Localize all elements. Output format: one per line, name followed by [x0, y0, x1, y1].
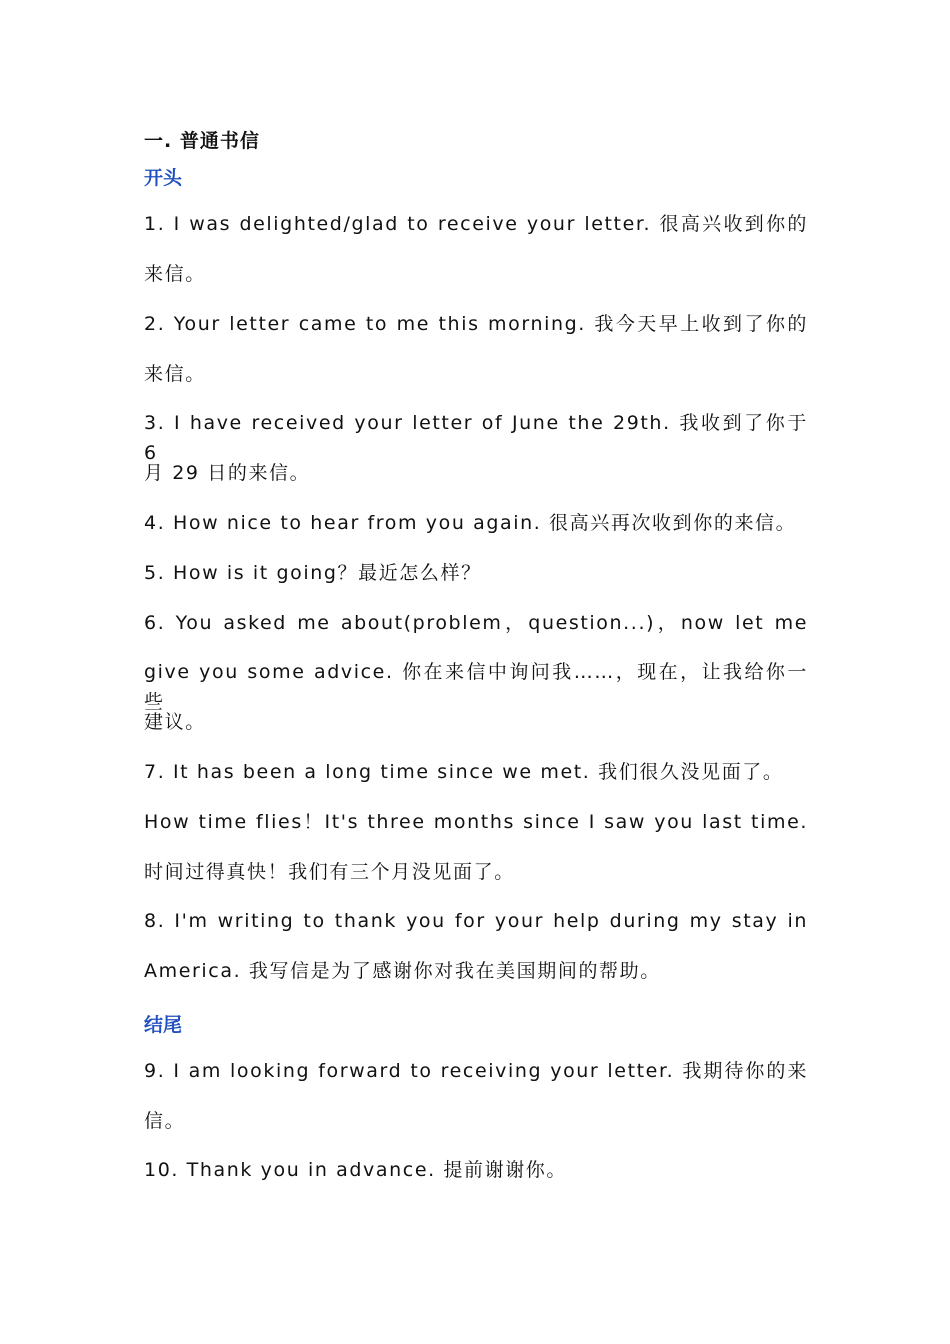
text-line: 建议。 — [144, 711, 206, 733]
text-line: 月 29 日的来信。 — [144, 462, 311, 484]
text-line: 7. It has been a long time since we met. 我们很久没见面了。 — [144, 761, 784, 783]
text-line: 10. Thank you in advance. 提前谢谢你。 — [144, 1159, 567, 1181]
text-line: 6. You asked me about(problem，question...)，now let me — [144, 612, 808, 634]
section-title: 一. 普通书信 — [144, 130, 260, 152]
text-line: 2. Your letter came to me this morning. 我今天早上收到了你的 — [144, 313, 808, 335]
text-line: 信。 — [144, 1110, 186, 1132]
text-line: 1. I was delighted/glad to receive your letter. 很高兴收到你的 — [144, 213, 808, 235]
text-line: America. 我写信是为了感谢你对我在美国期间的帮助。 — [144, 960, 661, 982]
text-line: 5. How is it going？最近怎么样？ — [144, 562, 482, 584]
text-line: 8. I'm writing to thank you for your help during my stay in — [144, 910, 808, 932]
text-line: How time flies！It's three months since I saw you last time. — [144, 811, 808, 833]
text-line: 时间过得真快！我们有三个月没见面了。 — [144, 861, 515, 883]
text-line: 4. How nice to hear from you again. 很高兴再次收到你的来信。 — [144, 512, 797, 534]
text-line: 来信。 — [144, 263, 206, 285]
opening-heading: 开头 — [144, 167, 183, 189]
closing-heading: 结尾 — [144, 1014, 183, 1036]
text-line: 来信。 — [144, 363, 206, 385]
text-line: 9. I am looking forward to receiving your letter. 我期待你的来 — [144, 1060, 808, 1082]
text-line: 3. I have received your letter of June the 29th. 我收到了你于 6 — [144, 412, 808, 464]
text-line: give you some advice. 你在来信中询问我……，现在，让我给你一些 — [144, 661, 808, 713]
